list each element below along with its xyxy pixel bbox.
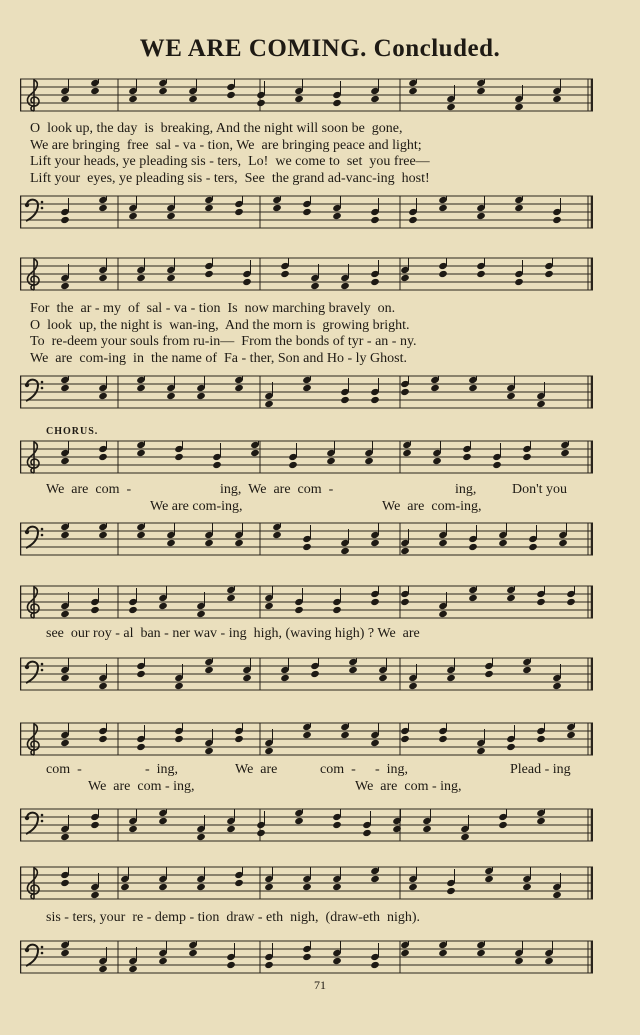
note-head (370, 396, 380, 404)
note-head (462, 453, 472, 461)
note-head (514, 957, 524, 965)
lyric: Don't you (512, 482, 568, 497)
lyric: We are (235, 762, 278, 777)
note-head (120, 883, 130, 891)
note-head (552, 216, 562, 224)
note-head (60, 610, 70, 618)
lyric: Plead - ing (510, 762, 571, 777)
note-head (264, 961, 274, 969)
note-head (136, 743, 146, 751)
note-head (272, 204, 282, 212)
note-head (166, 274, 176, 282)
note-head (226, 961, 236, 969)
note-head (522, 883, 532, 891)
note-head (332, 883, 342, 891)
bass-staff (20, 657, 593, 691)
lyric-line: We are bringing free sal - va - tion, We are bringing peace and light; (30, 137, 422, 153)
note-head (158, 957, 168, 965)
note-head (332, 821, 342, 829)
note-head (370, 961, 380, 969)
note-head (402, 449, 412, 457)
lyric: We are com - ing, (88, 779, 195, 794)
note-head (302, 208, 312, 216)
note-head (234, 735, 244, 743)
note-head (136, 274, 146, 282)
note-head (400, 388, 410, 396)
page-title: WE ARE COMING. Concluded. (139, 35, 501, 62)
note-head (498, 539, 508, 547)
note-head (498, 821, 508, 829)
note-head (492, 461, 502, 469)
note-head (234, 384, 244, 392)
note-head (294, 95, 304, 103)
page-number: 71 (314, 978, 326, 992)
note-head (326, 457, 336, 465)
note-head (544, 270, 554, 278)
note-head (294, 606, 304, 614)
note-head (90, 606, 100, 614)
note-head (370, 875, 380, 883)
lyric: com - (320, 762, 356, 777)
note-head (422, 825, 432, 833)
note-head (188, 95, 198, 103)
note-head (60, 739, 70, 747)
note-head (166, 212, 176, 220)
note-head (234, 208, 244, 216)
note-head (332, 957, 342, 965)
note-head (558, 539, 568, 547)
note-head (514, 278, 524, 286)
note-head (506, 392, 516, 400)
note-head (438, 539, 448, 547)
note-head (476, 949, 486, 957)
lyric-line: To re-deem your souls from ru-in— From the bonds of tyr - an - ny. (30, 334, 417, 349)
note-head (408, 216, 418, 224)
lyric: - ing, (145, 762, 179, 777)
note-head (226, 91, 236, 99)
note-head (90, 87, 100, 95)
note-head (536, 735, 546, 743)
note-head (196, 833, 206, 841)
note-head (98, 204, 108, 212)
lyric-line: O look up, the day is breaking, And the night will soon be gone, (30, 121, 403, 136)
note-head (158, 817, 168, 825)
note-head (234, 879, 244, 887)
note-head (128, 965, 138, 973)
note-head (536, 817, 546, 825)
note-head (90, 821, 100, 829)
lyric: We are com-ing, (382, 499, 482, 514)
note-head (60, 531, 70, 539)
note-head (204, 747, 214, 755)
bass-staff (20, 522, 593, 556)
bass-clef-icon (26, 662, 38, 683)
lyric-line: We are com-ing in the name of Fa - ther, Son and Ho - ly Ghost. (30, 350, 408, 366)
note-head (226, 594, 236, 602)
note-head (128, 825, 138, 833)
note-head (552, 682, 562, 690)
note-head (302, 883, 312, 891)
note-head (378, 674, 388, 682)
note-head (166, 539, 176, 547)
note-head (90, 891, 100, 899)
lyric: sis - ters, your re - demp - tion draw - eth nigh, (draw-eth nigh). (46, 910, 421, 925)
note-head (438, 949, 448, 957)
note-head (280, 270, 290, 278)
note-head (506, 743, 516, 751)
note-head (476, 747, 486, 755)
note-head (566, 731, 576, 739)
note-head (242, 674, 252, 682)
verse-lyrics-2 (30, 301, 595, 367)
note-head (196, 610, 206, 618)
note-head (340, 731, 350, 739)
lyric: We are com-ing, (150, 499, 243, 514)
note-head (98, 965, 108, 973)
note-head (302, 384, 312, 392)
note-head (158, 602, 168, 610)
note-head (476, 87, 486, 95)
note-head (370, 278, 380, 286)
note-head (446, 103, 456, 111)
note-head (60, 833, 70, 841)
note-head (438, 204, 448, 212)
lyric-line: Lift your eyes, ye pleading sis - ters, See the grand ad-vanc-ing host! (30, 170, 430, 186)
treble-staff (20, 440, 593, 474)
note-head (196, 392, 206, 400)
note-head (476, 212, 486, 220)
note-head (514, 204, 524, 212)
note-head (204, 666, 214, 674)
note-head (552, 95, 562, 103)
note-head (522, 453, 532, 461)
note-head (226, 825, 236, 833)
note-head (136, 670, 146, 678)
note-head (242, 278, 252, 286)
note-head (484, 670, 494, 678)
note-head (98, 531, 108, 539)
note-head (528, 543, 538, 551)
note-head (332, 99, 342, 107)
note-head (468, 543, 478, 551)
note-head (204, 204, 214, 212)
note-head (256, 99, 266, 107)
note-head (60, 879, 70, 887)
note-head (566, 598, 576, 606)
bass-clef-icon (26, 527, 38, 548)
note-head (204, 539, 214, 547)
note-head (60, 949, 70, 957)
treble-staff (20, 585, 593, 619)
note-head (264, 883, 274, 891)
note-head (302, 953, 312, 961)
note-head (158, 87, 168, 95)
note-head (340, 396, 350, 404)
note-head (174, 735, 184, 743)
note-head (514, 103, 524, 111)
note-head (560, 449, 570, 457)
note-head (196, 883, 206, 891)
note-head (332, 606, 342, 614)
note-head (60, 282, 70, 290)
note-head (98, 274, 108, 282)
note-head (128, 95, 138, 103)
note-head (370, 95, 380, 103)
note-head (522, 666, 532, 674)
note-head (400, 598, 410, 606)
note-head (234, 539, 244, 547)
note-head (432, 457, 442, 465)
treble-staff (20, 257, 593, 291)
note-head (332, 212, 342, 220)
note-head (188, 949, 198, 957)
note-head (408, 87, 418, 95)
note-head (400, 735, 410, 743)
lyric: ing, (455, 482, 477, 497)
note-head (294, 817, 304, 825)
note-head (166, 392, 176, 400)
note-head (60, 674, 70, 682)
note-head (536, 400, 546, 408)
note-head (438, 270, 448, 278)
note-head (370, 539, 380, 547)
note-head (204, 270, 214, 278)
note-head (364, 457, 374, 465)
note-head (438, 610, 448, 618)
bass-staff (20, 808, 593, 842)
note-head (98, 735, 108, 743)
note-head (468, 384, 478, 392)
note-head (400, 547, 410, 555)
lyric-line: O look up, the night is wan-ing, And the morn is growing bright. (30, 317, 410, 333)
bass-clef-icon (26, 945, 38, 966)
note-head (256, 829, 266, 837)
note-head (408, 682, 418, 690)
note-head (476, 270, 486, 278)
lyric: We are com - ing, (355, 779, 462, 794)
note-head (370, 598, 380, 606)
note-head (484, 875, 494, 883)
verse-lyrics-1 (30, 121, 595, 187)
note-head (288, 461, 298, 469)
note-head (174, 682, 184, 690)
note-head (264, 602, 274, 610)
lyric: ing, We are com - (220, 482, 334, 497)
note-head (60, 457, 70, 465)
note-head (506, 594, 516, 602)
bass-staff (20, 940, 593, 974)
note-head (460, 833, 470, 841)
note-head (98, 682, 108, 690)
note-head (544, 957, 554, 965)
note-head (310, 670, 320, 678)
note-head (400, 274, 410, 282)
note-head (400, 949, 410, 957)
lyric-line: For the ar - my of sal - va - tion Is now marching bravely on. (30, 301, 396, 316)
note-head (362, 829, 372, 837)
note-head (370, 216, 380, 224)
note-head (60, 384, 70, 392)
note-head (272, 531, 282, 539)
lyric-line: Lift your heads, ye pleading sis - ters, Lo! we come to set you free— (30, 154, 430, 169)
note-head (348, 666, 358, 674)
note-head (370, 739, 380, 747)
note-head (174, 453, 184, 461)
note-head (158, 883, 168, 891)
note-head (60, 216, 70, 224)
note-head (264, 400, 274, 408)
bass-clef-icon (26, 380, 38, 401)
note-head (438, 735, 448, 743)
lyric: - ing, (375, 762, 409, 777)
chorus-label: CHORUS. (46, 426, 99, 437)
note-head (446, 887, 456, 895)
note-head (212, 461, 222, 469)
bass-clef-icon (26, 200, 38, 221)
note-head (136, 531, 146, 539)
note-head (302, 543, 312, 551)
note-head (60, 95, 70, 103)
treble-staff (20, 722, 593, 756)
note-head (408, 883, 418, 891)
note-head (136, 449, 146, 457)
lyric: see our roy - al ban - ner wav - ing high, (waving high) ? We are (46, 626, 420, 641)
lyric: com - (46, 762, 82, 777)
bass-clef-icon (26, 813, 38, 834)
bass-staff (20, 195, 593, 229)
note-head (340, 282, 350, 290)
note-head (430, 384, 440, 392)
note-head (280, 674, 290, 682)
bass-staff (20, 375, 593, 409)
note-head (250, 449, 260, 457)
treble-staff (20, 866, 593, 900)
note-head (136, 384, 146, 392)
lyric: We are com - (46, 482, 132, 497)
note-head (128, 212, 138, 220)
note-head (302, 731, 312, 739)
note-head (128, 606, 138, 614)
note-head (310, 282, 320, 290)
note-head (536, 598, 546, 606)
note-head (98, 392, 108, 400)
note-head (340, 547, 350, 555)
note-head (446, 674, 456, 682)
treble-staff (20, 78, 593, 112)
note-head (98, 453, 108, 461)
note-head (468, 594, 478, 602)
note-head (552, 891, 562, 899)
note-head (264, 747, 274, 755)
